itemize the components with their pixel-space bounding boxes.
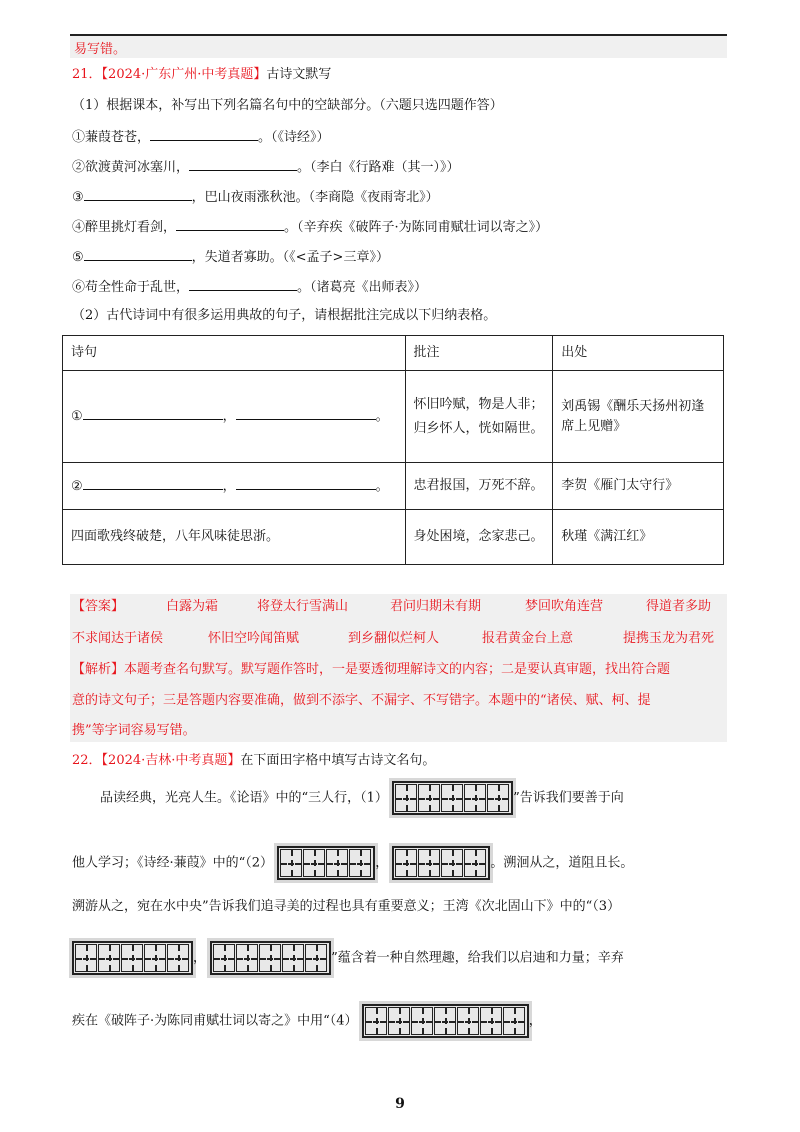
table-header-row xyxy=(63,336,724,371)
answer-line-1: 【答案】 白露为霜 将登太行雪满山 君问归期未有期 梦回吹角连营 得道者多助 xyxy=(72,599,712,614)
q21-part2: （2）古代诗词中有很多运用典故的句子，请根据批注完成以下归纳表格。 xyxy=(72,308,497,323)
grid-cell[interactable] xyxy=(395,849,417,877)
table-row xyxy=(63,371,724,463)
grid-cell[interactable] xyxy=(464,784,486,812)
grid-cell[interactable] xyxy=(388,1007,410,1035)
fill-in-item: ④醉里挑灯看剑， 。（辛弃疾《破阵子·为陈同甫赋壮词以寄之》） xyxy=(72,217,548,237)
grid-cell[interactable] xyxy=(418,849,440,877)
answer-blank[interactable] xyxy=(189,157,297,171)
analysis-line-1: 【解析】本题考查名句默写。默写题作答时，一是要透彻理解诗文的内容；二是要认真审题，找出符合题 xyxy=(72,662,671,677)
grid-cell[interactable] xyxy=(303,849,325,877)
tianzige-grid-2a[interactable] xyxy=(277,846,375,880)
grid-cell[interactable] xyxy=(236,944,258,972)
source-cell: 刘禹锡《酬乐天扬州初逢席上见赠》 xyxy=(553,371,724,463)
answer-label: 【答案】 xyxy=(72,599,125,614)
page-number: 9 xyxy=(395,1096,405,1112)
grid-cell[interactable] xyxy=(480,1007,502,1035)
grid-cell[interactable] xyxy=(365,1007,387,1035)
prev-tail-text: 易写错。 xyxy=(74,42,127,57)
analysis-line-3: 携”等字词容易写错。 xyxy=(72,723,196,738)
answer-blank[interactable] xyxy=(189,277,297,291)
grid-cell[interactable] xyxy=(280,849,302,877)
q21-heading xyxy=(72,66,331,84)
grid-cell[interactable] xyxy=(434,1007,456,1035)
table-row xyxy=(63,510,724,565)
question-title: 古诗文默写 xyxy=(266,67,332,82)
answer-blank[interactable] xyxy=(84,247,192,261)
grid-cell[interactable] xyxy=(121,944,143,972)
q22-line-2: 他人学习；《诗经·蒹葭》中的“（2） ， 。溯洄从之，道阻且长。 xyxy=(72,846,633,880)
previous-analysis-tail xyxy=(70,34,727,58)
grid-cell[interactable] xyxy=(213,944,235,972)
q22-heading: 22．【2024·吉林·中考真题】在下面田字格中填写古诗文名句。 xyxy=(72,753,436,768)
grid-cell[interactable] xyxy=(411,1007,433,1035)
tianzige-grid-4[interactable] xyxy=(362,1004,529,1038)
poem-cell: ② ， 。 xyxy=(63,463,406,510)
fill-in-item: ②欲渡黄河冰塞川， 。（李白《行路难（其一）》） xyxy=(72,157,460,177)
header-poem: 诗句 xyxy=(63,336,406,371)
q22-line-1: 品读经典，光亮人生。《论语》中的“三人行，（1） ”告诉我们要善于向 xyxy=(100,781,624,815)
grid-cell[interactable] xyxy=(457,1007,479,1035)
grid-cell[interactable] xyxy=(349,849,371,877)
answer-blank[interactable] xyxy=(150,127,258,141)
note-cell: 身处困境，念家悲己。 xyxy=(405,510,553,565)
grid-cell[interactable] xyxy=(418,784,440,812)
analysis-line-2: 意的诗文句子；三是答题内容要准确，做到不添字、不漏字、不写错字。本题中的“诸侯、赋、柯、提 xyxy=(72,693,651,708)
grid-cell[interactable] xyxy=(75,944,97,972)
fill-in-item: ①蒹葭苍苍， 。（《诗经》） xyxy=(72,127,330,147)
tianzige-grid-1[interactable] xyxy=(392,781,513,815)
grid-cell[interactable] xyxy=(282,944,304,972)
table-row xyxy=(63,463,724,510)
grid-cell[interactable] xyxy=(464,849,486,877)
grid-cell[interactable] xyxy=(305,944,327,972)
grid-cell[interactable] xyxy=(395,784,417,812)
note-cell: 忠君报国，万死不辞。 xyxy=(405,463,553,510)
fill-in-item: ③ ，巴山夜雨涨秋池。（李商隐《夜雨寄北》） xyxy=(72,187,439,207)
q22-line-5: 疾在《破阵子·为陈同甫赋壮词以寄之》中用“（4） ， xyxy=(72,1004,542,1038)
grid-cell[interactable] xyxy=(98,944,120,972)
answer-blank[interactable] xyxy=(84,187,192,201)
grid-cell[interactable] xyxy=(487,784,509,812)
tianzige-grid-3a[interactable] xyxy=(72,941,193,975)
source-cell: 秋瑾《满江红》 xyxy=(553,510,724,565)
note-cell: 怀旧吟赋，物是人非； 归乡怀人，恍如隔世。 xyxy=(405,371,553,463)
q22-line-3: 溯游从之，宛在水中央”告诉我们追寻美的过程也具有重要意义；王湾《次北固山下》中的“（3） xyxy=(72,899,621,914)
poem-cell: ① ， 。 xyxy=(63,371,406,463)
grid-cell[interactable] xyxy=(503,1007,525,1035)
q21-part1: （1）根据课本，补写出下列名篇名句中的空缺部分。（六题只选四题作答） xyxy=(72,98,503,113)
grid-cell[interactable] xyxy=(144,944,166,972)
document-page: 易写错。 21．【2024·广东广州·中考真题】古诗文默写 （1）根据课本，补写出下列名篇名句中的空缺部分。（六题只选四题作答） ①蒹葭苍苍， 。（《诗经》） ②欲渡黄河冰塞川， 。（李白《行路难（其一）》） ③ ，巴山夜雨涨秋池。（李商隐《夜雨寄北》） ④醉里挑灯看剑， 。（辛弃疾《破阵子·为陈同甫赋壮词以寄之》） ⑤ ，失道者寡助。（《<孟子>三章》） ⑥苟全性命于乱世， 。（诸葛亮《出师表》） （2）古代诗词中有很多运用典故的句子，请根据批注完成以下归纳表格。 诗句 批注 出处 ① ， 。 怀旧吟赋，物是人非； 归乡怀人，恍如隔世。 刘禹锡《酬乐天扬州初逢席上见赠》 ② ， 。 忠君报国，万死不辞。 李贺《雁门太守行》 四面歌残终破楚，八年风味徒思浙。 身处困境，念家悲己。 秋瑾《满江红》 【答案】 白露为霜 将登太行雪满山 君问归期未有期 梦回吹角连营 得道者多助 不求闻达于诸侯 怀旧空吟闻笛赋 到乡翻似烂柯人 报君黄金台上意 提携玉龙为君死 【解析】本题考查名句默写。默写题作答时，一是要透彻理解诗文的内容；二是要认真审题，找出符合题 意的诗文句子；三是答题内容要准确，做到不添字、不漏字、不写错字。本题中的“诸侯、赋、柯、提 携”等字词容易写错。 22．【2024·吉林·中考真题】在下面田字格中填写古诗文名句。 品读经典，光亮人生。《论语》中的“三人行，（1） ”告诉我们要善于向 他人学习；《诗经·蒹葭》中的“（2） ， 。溯洄从之，道阻且长。 溯游从之，宛在水中央”告诉我们追寻美的过程也具有重要意义；王湾《次北固山下》中的“（3） ， ”蕴含着一种自然理趣，给我们以启迪和力量；辛弃 疾在《破阵子·为陈同甫赋壮词以寄之》中用“（4） ， 9 xyxy=(0,0,800,1132)
question-number: 21． xyxy=(72,67,102,82)
tianzige-grid-3b[interactable] xyxy=(210,941,331,975)
q22-line-4: ， ”蕴含着一种自然理趣，给我们以启迪和力量；辛弃 xyxy=(72,941,624,975)
source-cell: 李贺《雁门太守行》 xyxy=(553,463,724,510)
allusion-table xyxy=(62,335,724,565)
question-source: 【2024·广东广州·中考真题】 xyxy=(101,67,267,82)
grid-cell[interactable] xyxy=(441,784,463,812)
grid-cell[interactable] xyxy=(326,849,348,877)
poem-cell: 四面歌残终破楚，八年风味徒思浙。 xyxy=(63,510,406,565)
header-source: 出处 xyxy=(553,336,724,371)
tianzige-grid-2b[interactable] xyxy=(392,846,490,880)
fill-in-item: ⑥苟全性命于乱世， 。（诸葛亮《出师表》） xyxy=(72,277,427,297)
answer-blank[interactable] xyxy=(176,217,284,231)
fill-in-item: ⑤ ，失道者寡助。（《<孟子>三章》） xyxy=(72,247,389,267)
grid-cell[interactable] xyxy=(167,944,189,972)
grid-cell[interactable] xyxy=(441,849,463,877)
grid-cell[interactable] xyxy=(259,944,281,972)
header-note: 批注 xyxy=(405,336,553,371)
